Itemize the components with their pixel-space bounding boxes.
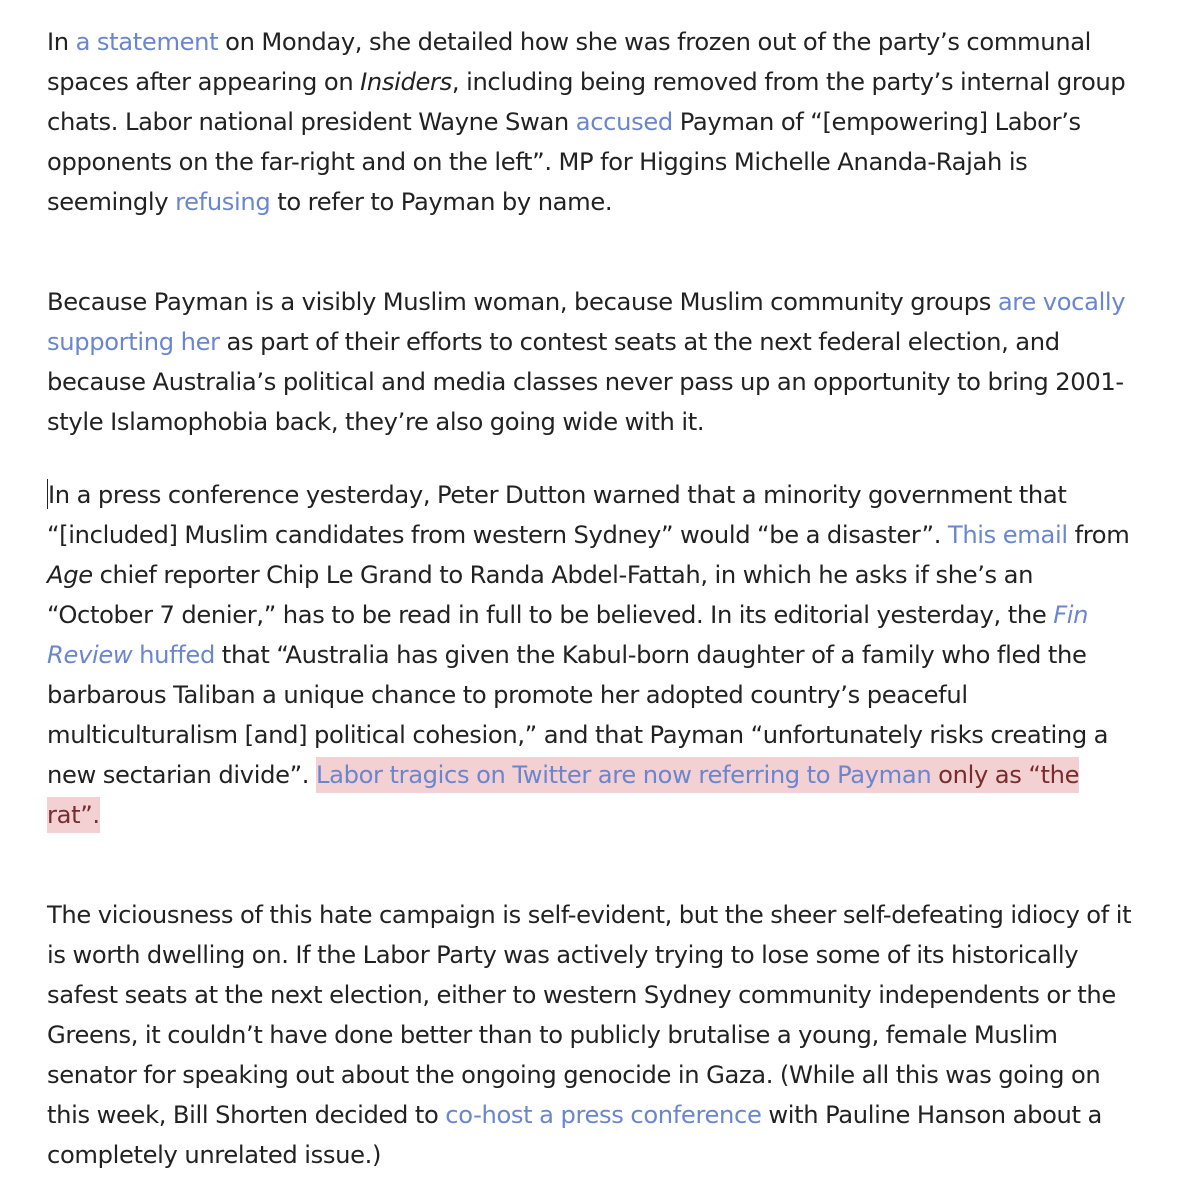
text: as part of their efforts to contest seats at the next federal election, and because Australia’s political and media classes never pass up an opportunity to bring 2001-style Islamophobia back, they’re also going wide with it. <box>47 328 1124 436</box>
text: In <box>47 28 76 56</box>
text: Payman of “[empowering] Labor’s opponents on the far-right and on the left”. MP for Higgins Michelle Ananda-Rajah is seemingly <box>47 108 1081 216</box>
link-co-host-a-press-conference[interactable]: co-host a press conference <box>445 1101 762 1129</box>
article-body <box>47 22 1137 1175</box>
highlighted-text: only as “the rat”. <box>47 761 1080 829</box>
paragraph-4 <box>47 895 1137 1175</box>
emphasis-age: Age <box>47 561 93 589</box>
link-labor-tragics-on-twitter[interactable]: Labor tragics on Twitter are now referring to Payman <box>315 761 932 789</box>
text: from <box>1067 521 1130 549</box>
text: with Pauline Hanson about a completely unrelated issue.) <box>47 1101 1102 1169</box>
text: chief reporter Chip Le Grand to Randa Abdel-Fattah, in which he asks if she’s an “October 7 denier,” has to be read in full to be believed. In its editorial yesterday, the <box>47 561 1054 629</box>
link-text: huffed <box>132 641 215 669</box>
text: that “Australia has given the Kabul-born daughter of a family who fled the barbarous Taliban a unique chance to promote her adopted country’s peaceful multiculturalism [and] political cohesion,” and that Payman “unfortunately risks creating a new sectarian divide”. <box>47 641 1109 789</box>
emphasis-fin-review: Fin Review <box>47 601 1089 669</box>
text: , including being removed from the party’s internal group chats. Labor national president Wayne Swan <box>47 68 1126 136</box>
text: to refer to Payman by name. <box>270 188 613 216</box>
text: Because Payman is a visibly Muslim woman, because Muslim community groups <box>47 288 998 316</box>
text: The viciousness of this hate campaign is self-evident, but the sheer self-defeating idiocy of it is worth dwelling on. If the Labor Party was actively trying to lose some of its historically safest seats at the next election, either to western Sydney community independents or the Greens, it couldn’t have done better than to publicly brutalise a young, female Muslim senator for speaking out about the ongoing genocide in Gaza. (While all this was going on this week, Bill Shorten decided to <box>47 901 1132 1129</box>
paragraph-3 <box>47 475 1137 835</box>
text: on Monday, she detailed how she was frozen out of the party’s communal spaces after appearing on <box>47 28 1092 96</box>
link-accused[interactable]: accused <box>575 108 673 136</box>
text: In a press conference yesterday, Peter Dutton warned that a minority government that “[included] Muslim candidates from western Sydney” would “be a disaster”. <box>47 481 1067 549</box>
link-a-statement[interactable]: a statement <box>75 28 219 56</box>
link-are-vocally-supporting-her[interactable]: are vocally supporting her <box>47 288 1126 356</box>
emphasis-insiders: Insiders <box>360 68 452 96</box>
paragraph-2 <box>47 282 1137 442</box>
paragraph-1 <box>47 22 1137 222</box>
link-refusing[interactable]: refusing <box>175 188 271 216</box>
link-this-email[interactable]: This email <box>947 521 1068 549</box>
